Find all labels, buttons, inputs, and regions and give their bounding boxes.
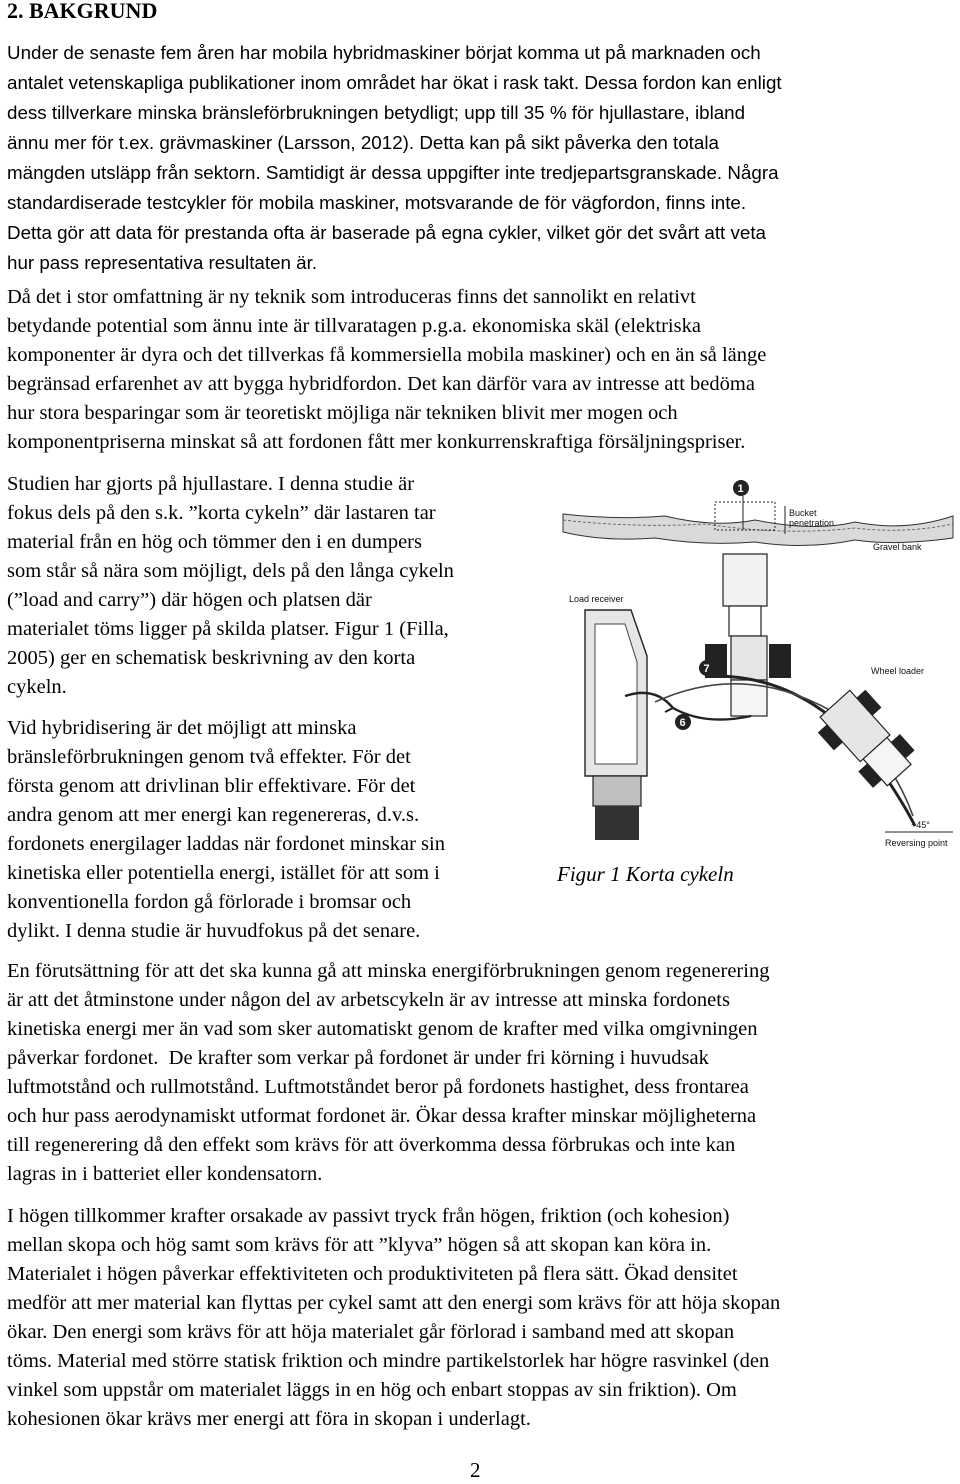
paragraph-line: komponenter är dyra och det tillverkas få kommersiella mobila maskiner) och en än så länge: [7, 344, 767, 366]
paragraph-line: dylikt. I denna studie är huvudfokus på det senare.: [7, 920, 421, 942]
paragraph-5: [7, 957, 769, 1189]
reversing-point-label: Reversing point: [885, 838, 948, 848]
gravel-bank-label: Gravel bank: [873, 542, 922, 552]
paragraph-line: 2005) ger en schematisk beskrivning av den korta: [7, 647, 416, 669]
paragraph-1: [7, 38, 782, 278]
paragraph-6: [7, 1202, 780, 1434]
paragraph-line: Vid hybridisering är det möjligt att minska: [7, 717, 357, 739]
marker-6-label: 6: [679, 717, 686, 729]
paragraph-4: [7, 714, 445, 946]
loader-bucket-top: [723, 554, 767, 606]
paragraph-line: Materialet i högen påverkar effektiviteten och produktiviteten på flera sätt. Ökad densitet: [7, 1263, 738, 1285]
load-receiver-label: Load receiver: [569, 594, 624, 604]
marker-1-label: 1: [737, 483, 744, 495]
paragraph-line: cykeln.: [7, 676, 67, 698]
paragraph-line: första genom att drivlinan blir effektivare. För det: [7, 775, 416, 797]
paragraph-2: [7, 283, 766, 457]
paragraph-line: är att det åtminstone under någon del av arbetscykeln är av intresse att minska fordonets: [7, 989, 730, 1011]
paragraph-line: mängden utsläpp från sektorn. Samtidigt är dessa uppgifter inte tredjepartsgranskade. Några: [7, 162, 779, 183]
bucket-penetration-label-2: penetration: [789, 518, 835, 528]
paragraph-line: fordonets energilager laddas när fordonet minskar sin: [7, 833, 445, 855]
paragraph-line: standardiserade testcykler för mobila maskiner, motsvarande de för vägfordon, finns inte.: [7, 192, 747, 213]
paragraph-line: kinetiska energi mer än vad som sker automatiskt genom de krafter med vilka omgivningen: [7, 1018, 758, 1040]
paragraph-line: kinetiska eller potentiella energi, istället för att som i: [7, 862, 440, 884]
wheel-loader-shape: [811, 682, 923, 796]
paragraph-line: fokus dels på den s.k. ”korta cykeln” där lastaren tar: [7, 502, 436, 524]
paragraph-line: ännu mer för t.ex. grävmaskiner (Larsson, 2012). Detta kan på sikt påverka den totala: [7, 132, 719, 153]
paragraph-line: bränsleförbrukningen genom två effekter. För det: [7, 746, 411, 768]
paragraph-line: hur pass representativa resultaten är.: [7, 252, 318, 273]
paragraph-line: lagras in i batteriet eller kondensatorn.: [7, 1163, 323, 1185]
paragraph-line: betydande potential som ännu inte är tillvaratagen p.g.a. ekonomiska skäl (elektriska: [7, 315, 701, 337]
angle-label: ~45°: [911, 820, 930, 830]
paragraph-line: dess tillverkare minska bränsleförbrukningen betydligt; upp till 35 % för hjullastare, ibland: [7, 102, 746, 123]
paragraph-line: medför att mer material kan flyttas per cykel samt att den energi som krävs för att höja skopan: [7, 1292, 781, 1314]
loader-body-top: [731, 636, 767, 680]
paragraph-line: andra genom att mer energi kan regenereras, d.v.s.: [7, 804, 420, 826]
paragraph-line: komponentpriserna minskat så att fordonen fått mer konkurrenskraftiga försäljningspriser.: [7, 431, 746, 453]
paragraph-line: Studien har gjorts på hjullastare. I denna studie är: [7, 473, 415, 495]
paragraph-line: kohesionen ökar krävs mer energi att föra in skopan i underlagt.: [7, 1408, 531, 1430]
paragraph-line: begränsad erfarenhet av att bygga hybridfordon. Det kan därför vara av intresse att bedöma: [7, 373, 755, 395]
paragraph-line: som står så nära som möjligt, dels på den långa cykeln: [7, 560, 454, 582]
paragraph-line: material från en hög och tömmer den i en dumpers: [7, 531, 422, 553]
paragraph-line: Då det i stor omfattning är ny teknik som introduceras finns det sannolikt en relativt: [7, 286, 696, 308]
paragraph-line: mellan skopa och hög samt som krävs för att ”klyva” högen så att skopan kan köra in.: [7, 1234, 712, 1256]
paragraph-line: Under de senaste fem åren har mobila hybridmaskiner börjat komma ut på marknaden och: [7, 42, 761, 63]
paragraph-line: I högen tillkommer krafter orsakade av passivt tryck från högen, friktion (och kohesion): [7, 1205, 730, 1227]
figure-caption: Figur 1 Korta cykeln: [557, 862, 734, 886]
figure-short-cycle: [555, 476, 957, 856]
paragraph-line: antalet vetenskapliga publikationer inom området har ökat i rask takt. Dessa fordon kan enligt: [7, 72, 782, 93]
paragraph-3: [7, 470, 454, 702]
short-cycle-diagram: [555, 476, 957, 856]
loader-arm-top: [729, 606, 761, 636]
wheel-loader-label: Wheel loader: [871, 666, 925, 676]
wheel-top-right: [769, 644, 791, 678]
paragraph-line: (”load and carry”) där högen och platsen där: [7, 589, 372, 611]
paragraph-line: till regenerering då den effekt som krävs för att överkomma dessa förbrukas och inte kan: [7, 1134, 736, 1156]
paragraph-line: ökar. Den energi som krävs för att höja materialet går förlorad i samband med att skopan: [7, 1321, 735, 1343]
paragraph-line: vinkel som uppstår om materialet läggs in en hög och enbart stoppas av sin friktion). Om: [7, 1379, 737, 1401]
section-heading: 2. BAKGRUND: [7, 0, 158, 23]
paragraph-line: En förutsättning för att det ska kunna gå att minska energiförbrukningen genom regenerering: [7, 960, 770, 982]
marker-7-label: 7: [703, 663, 710, 675]
paragraph-line: materialet töms ligger på skilda platser. Figur 1 (Filla,: [7, 618, 449, 640]
paragraph-line: konventionella fordon gå förlorade i bromsar och: [7, 891, 412, 913]
page-number: 2: [470, 1458, 481, 1482]
load-receiver-cab: [595, 806, 639, 840]
paragraph-line: luftmotstånd och rullmotstånd. Luftmotståndet beror på fordonets hastighet, dess frontarea: [7, 1076, 749, 1098]
bucket-penetration-label: Bucket: [789, 508, 817, 518]
paragraph-line: Detta gör att data för prestanda ofta är baserade på egna cykler, vilket gör det svårt att veta: [7, 222, 766, 243]
paragraph-line: töms. Material med större statisk friktion och mindre partikelstorlek har högre rasvinkel (den: [7, 1350, 770, 1372]
paragraph-line: och hur pass aerodynamiskt utformat fordonet är. Ökar dessa krafter minskar möjligheterna: [7, 1105, 757, 1127]
paragraph-line: hur stora besparingar som är teoretiskt möjliga när tekniken blivit mer mogen och: [7, 402, 678, 424]
paragraph-line: påverkar fordonet. De krafter som verkar på fordonet är under fri körning i huvudsak: [7, 1047, 709, 1069]
